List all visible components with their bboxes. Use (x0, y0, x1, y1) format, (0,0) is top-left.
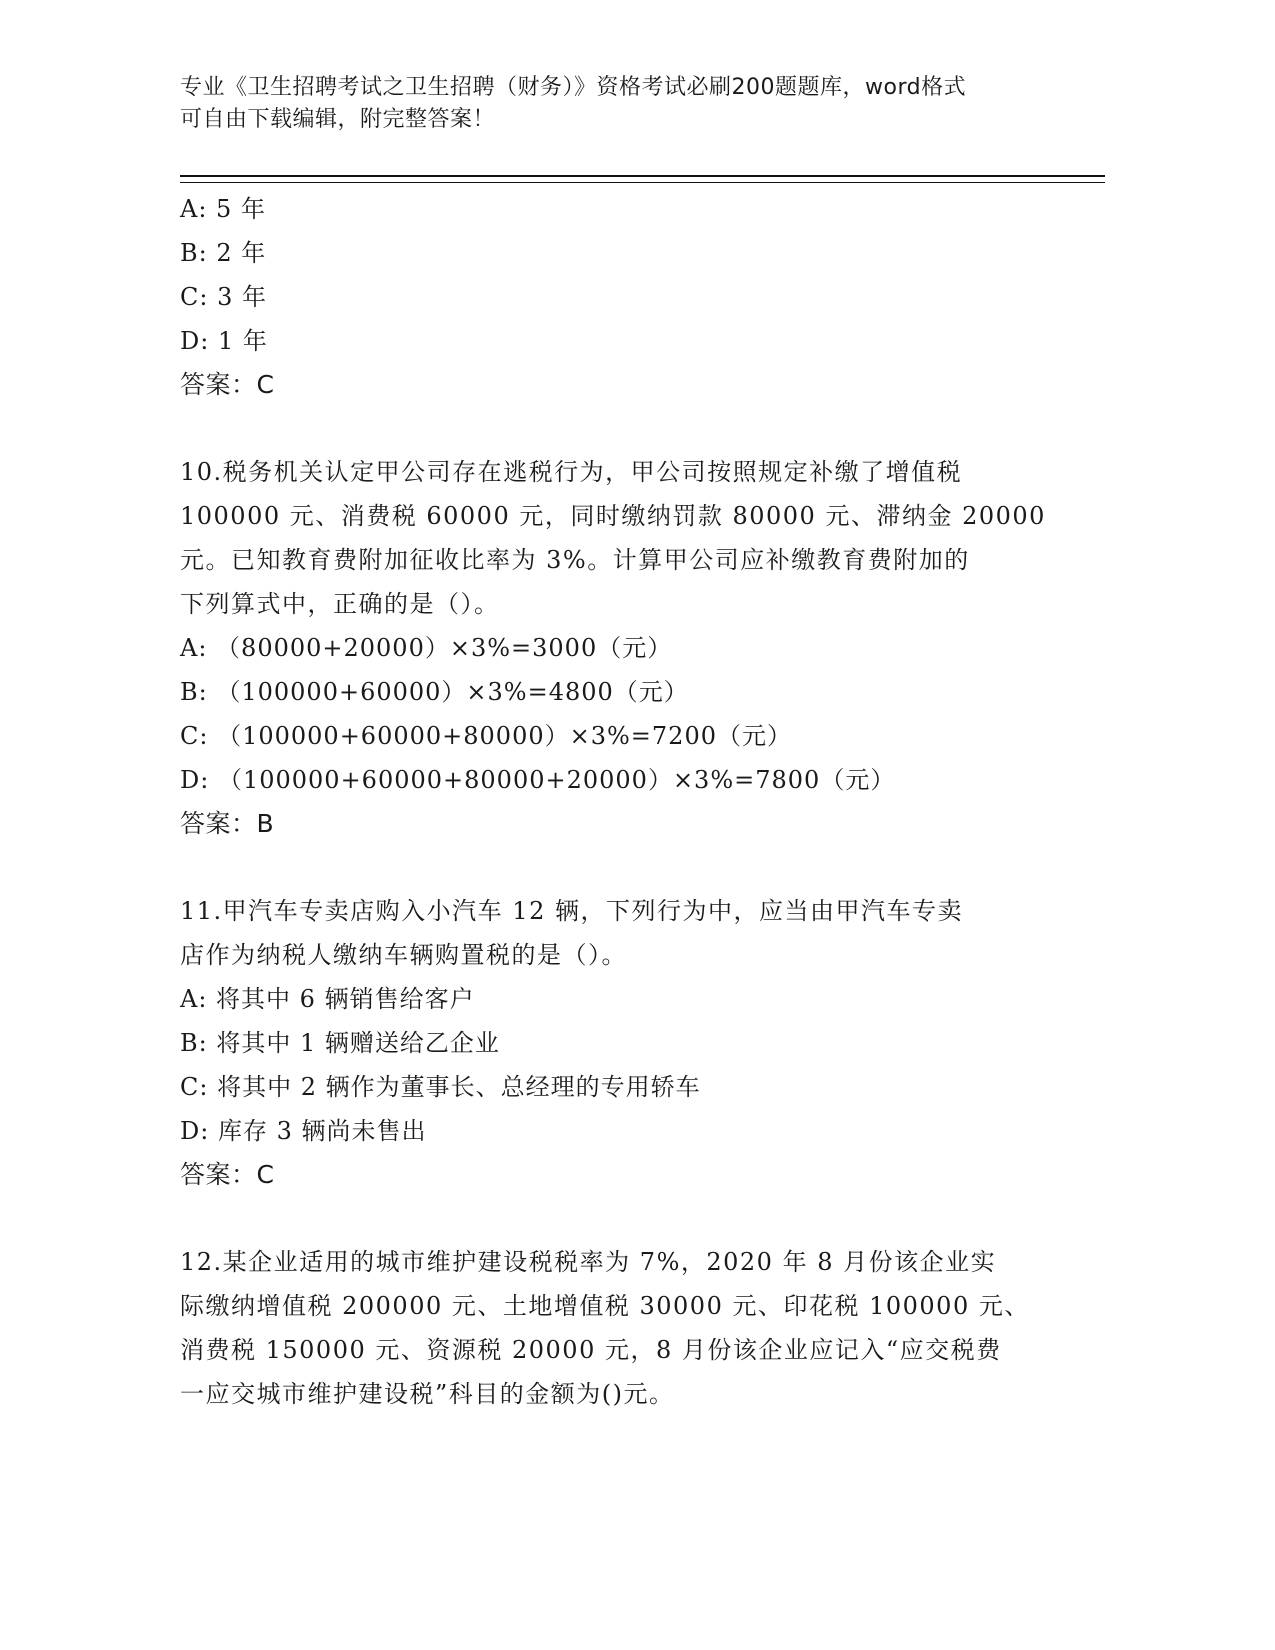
question-text-line: 一应交城市维护建设税”科目的金额为()元。 (180, 1380, 675, 1408)
option-a: A: 5 年 (180, 195, 266, 223)
answer: 答案：C (180, 370, 275, 399)
option-d: D: 库存 3 辆尚未售出 (180, 1117, 427, 1145)
question-text-line: 际缴纳增值税 200000 元、土地增值税 30000 元、印花税 100000 元、 (180, 1292, 1030, 1320)
question-text-line: 10.税务机关认定甲公司存在逃税行为，甲公司按照规定补缴了增值税 (180, 458, 963, 486)
option-c: C: 将其中 2 辆作为董事长、总经理的专用轿车 (180, 1073, 701, 1101)
document-header (180, 72, 1060, 136)
option-a: A: 将其中 6 辆销售给客户 (180, 985, 475, 1013)
option-d: D: 1 年 (180, 327, 268, 355)
header-line-2: 可自由下载编辑，附完整答案！ (180, 107, 496, 132)
question-text-line: 元。已知教育费附加征收比率为 3%。计算甲公司应补缴教育费附加的 (180, 546, 970, 574)
option-b: B: （100000+60000）×3%=4800（元） (180, 678, 689, 706)
question-text-line: 12.某企业适用的城市维护建设税税率为 7%，2020 年 8 月份该企业实 (180, 1248, 997, 1276)
question-text-line: 11.甲汽车专卖店购入小汽车 12 辆，下列行为中，应当由甲汽车专卖 (180, 897, 963, 925)
option-b: B: 2 年 (180, 239, 267, 267)
question-text-line: 消费税 150000 元、资源税 20000 元，8 月份该企业应记入“应交税费 (180, 1336, 1002, 1364)
question-text-line: 店作为纳税人缴纳车辆购置税的是（）。 (180, 941, 627, 969)
option-c: C: （100000+60000+80000）×3%=7200（元） (180, 722, 792, 750)
option-a: A: （80000+20000）×3%=3000（元） (180, 634, 673, 662)
option-b: B: 将其中 1 辆赠送给乙企业 (180, 1029, 500, 1057)
question-text-line: 下列算式中，正确的是（）。 (180, 590, 500, 618)
question-9-tail (180, 187, 1080, 407)
question-12 (180, 1240, 1080, 1416)
document-body (180, 187, 1080, 1416)
question-10 (180, 450, 1080, 846)
question-text-line: 100000 元、消费税 60000 元，同时缴纳罚款 80000 元、滞纳金 20000 (180, 502, 1046, 530)
question-11 (180, 889, 1080, 1197)
header-line-1: 专业《卫生招聘考试之卫生招聘（财务）》资格考试必刷200题题库，word格式 (180, 75, 967, 100)
header-divider (180, 175, 1105, 183)
option-d: D: （100000+60000+80000+20000）×3%=7800（元） (180, 766, 896, 794)
option-c: C: 3 年 (180, 283, 267, 311)
answer: 答案：B (180, 809, 275, 838)
answer: 答案：C (180, 1160, 275, 1189)
